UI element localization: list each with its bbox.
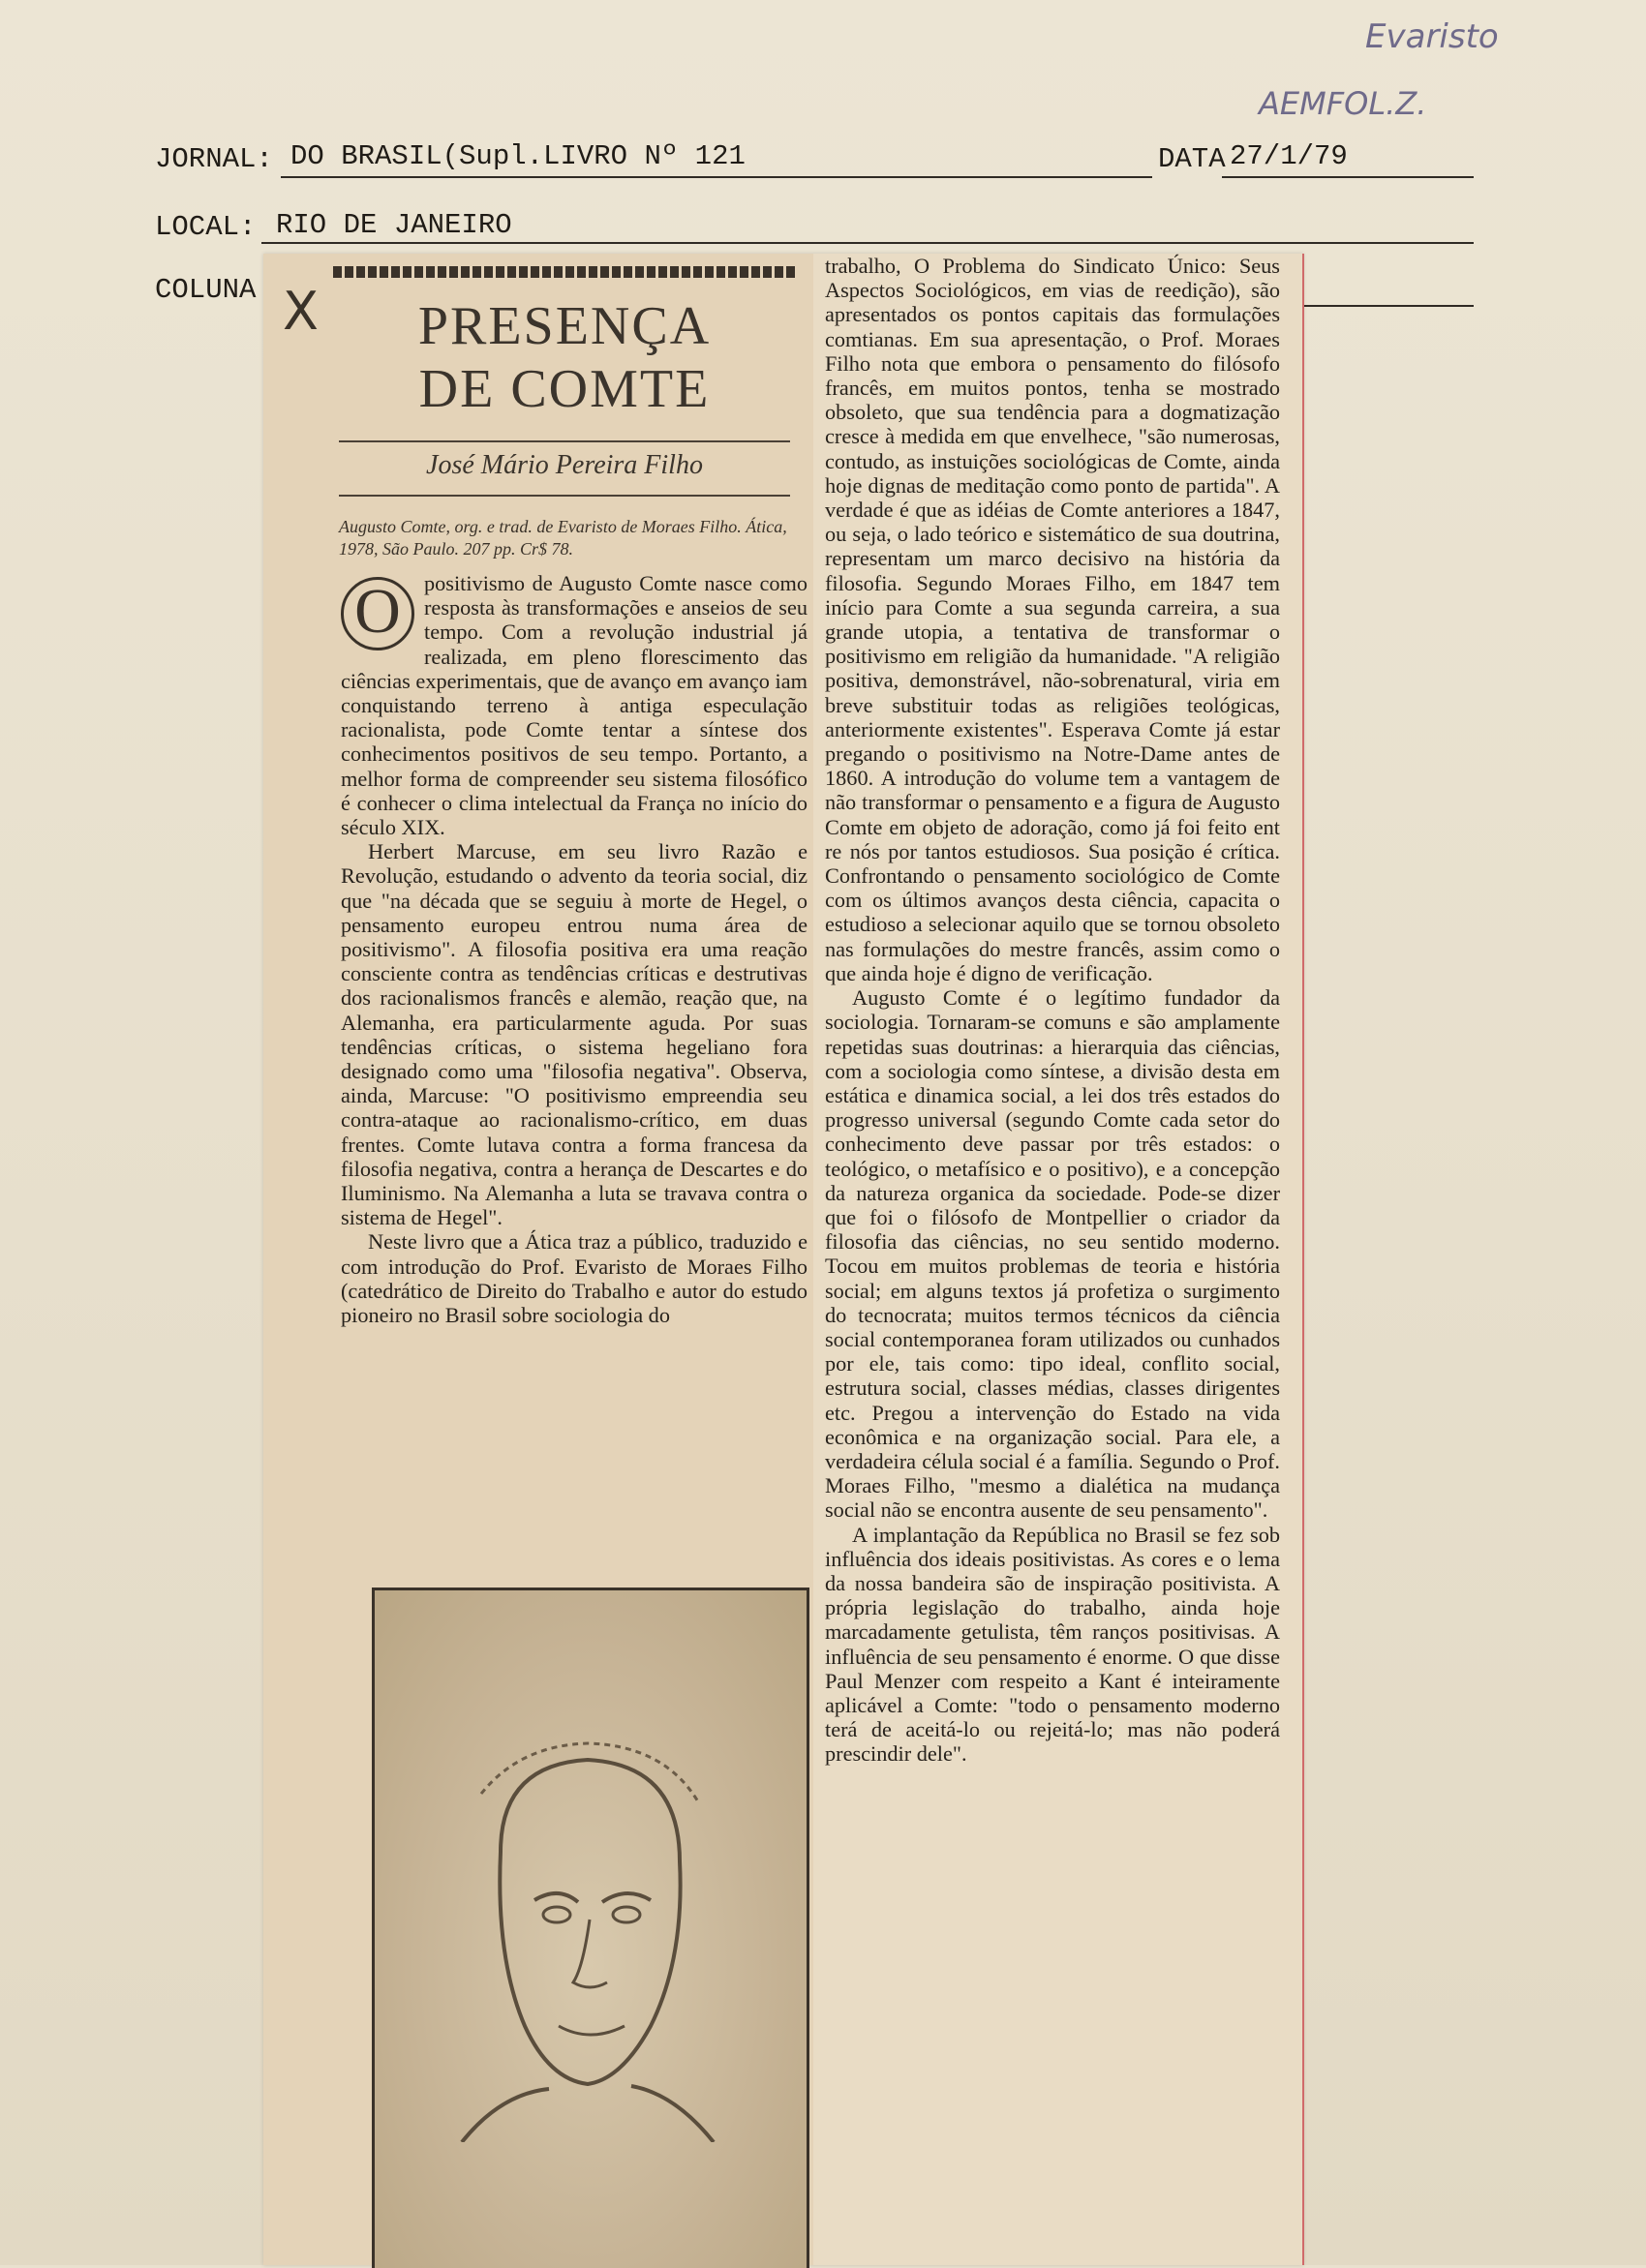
margin-red-line [1302,254,1304,2265]
local-underline [261,242,1474,244]
jornal-label: JORNAL: [155,143,273,175]
handwritten-code: AEMFOL.Z. [1259,85,1427,122]
col1-paragraph: Herbert Marcuse, em seu livro Razão e Revolução, estudando o advento da teoria social, diz que "na década que se seguiu à morte de Hegel, o pensamento europeu entrou numa área de positivismo". A filosofia positiva era uma reação consciente contra as tendências críticas e destrutivas dos racionalismos francês e alemão, reação que, na Alemanha, era particularmente aguda. Por suas tendências críticas, o sistema hegeliano fora designado como uma "filosofia negativa". Observa, ainda, Marcuse: "O positivismo empreendia seu contra-ataque ao racionalismo-crítico, em duas frentes. Comte lutava contra a forma francesa da filosofia negativa, contra a herança de Descartes e do Iluminismo. Na Alemanha a luta se travava contra o sistema de Hegel". [341,839,808,1230]
coluna-label: COLUNA [155,274,257,306]
article-column-1 [341,571,808,1327]
article-column-2 [825,254,1280,1767]
local-label: LOCAL: [155,211,257,243]
handwritten-name: Evaristo [1365,17,1499,56]
coluna-underline [1303,305,1474,307]
portrait-sketch-icon [442,1736,733,2142]
byline-rule [339,495,790,497]
jornal-value: DO BRASIL(Supl.LIVRO Nº 121 [290,140,746,172]
article-title-line1: PRESENÇA [417,296,712,356]
col2-paragraph: trabalho, O Problema do Sindicato Único: Seus Aspectos Sociológicos, em vias de reedição), são apresentados os pontos capitais das formulações comtianas. Em sua apresentação, o Prof. Moraes Filho nota que embora o pensamento do filósofo francês, em muitos pontos, tenha se mostrado obsoleto, que sua tendência para a dogmatização cresce à medida em que envelhece, "são numerosas, contudo, as instuições sociológicas de Comte, ainda hoje dignas de meditação como ponto de partida". A verdade é que as idéias de Comte anteriores a 1847, ou seja, o lado teórico e sistemático de sua doutrina, representam um marco decisivo na história da filosofia. Segundo Moraes Filho, em 1847 tem início para Comte a sua segunda carreira, a sua grande utopia, a tentativa de transformar o positivismo em religião da humanidade. "A religião positiva, demonstrável, não-sobrenatural, viria em breve substituir todas as religiões teológicas, anteriormente existentes". Esperava Comte já estar pregando o positivismo na Notre-Dame antes de 1860. A introdução do volume tem a vantagem de não transformar o pensamento e a figura de Augusto Comte em objeto de adoração, como já foi feito ent re nós por tantos estudiosos. Sua posição é crítica. Confrontando o pensamento sociológico de Comte com os últimos avanços desta ciência, capacita o estudioso a selecionar aquilo que se tornou obsoleto nas formulações do mestre francês, assim como o que ainda hoje é digno de verificação. [825,254,1280,985]
col2-paragraph: A implantação da República no Brasil se fez sob influência dos ideais positivistas. As cores e o lema da nossa bandeira são de inspiração positivista. A própria legislação do trabalho, ainda hoje marcadamente getulista, têm ranços positivisas. A influência de seu pensamento é enorme. O que disse Paul Menzer com respeito a Kant é inteiramente aplicável a Comte: "todo o pensamento moderno terá de aceitá-lo ou rejeitá-lo; mas não poderá prescindir dele". [825,1522,1280,1767]
drop-cap: O [341,577,414,650]
col1-paragraph: positivismo de Augusto Comte nasce como resposta às transformações e anseios de seu tempo. Com a revolução industrial já realizada, em pleno florescimento das ciências experimentais, que de avanço em avanço iam conquistando terreno à antiga especulação racionalista, pode Comte tentar a síntese dos conhecimentos positivos de seu tempo. Portanto, a melhor forma de compreender seu sistema filosófico é conhecer o clima intelectual da França no início do século XIX. [341,571,808,840]
local-value: RIO DE JANEIRO [276,209,512,241]
data-label: DATA [1158,143,1226,175]
title-rule [339,440,790,442]
jornal-underline [281,176,1152,178]
article-byline: José Mário Pereira Filho [426,450,703,480]
article-header [333,266,796,499]
comte-portrait [372,1588,809,2268]
col2-paragraph: Augusto Comte é o legítimo fundador da sociologia. Tornaram-se comuns e são amplamente repetidas suas doutrinas: a hierarquia das ciências, com a sociologia como síntese, a divisão desta em estática e dinamica social, a lei dos três estados do progresso universal (segundo Comte cada setor do conhecimento deve passar por três estados: o teológico, o metafísico e o positivo), e a concepção da natureza organica da sociedade. Pode-se dizer que foi o filósofo de Montpellier o criador da filosofia das ciências, no seu sentido moderno. Tocou em muitos problemas de teoria e história social; em alguns textos já profetiza o surgimento do tecnocrata; muitos termos técnicos da ciência social contemporanea foram utilizados ou cunhados por ele, tais como: tipo ideal, conflito social, estrutura social, classes médias, classes dirigentes etc. Pregou a intervenção do Estado na vida econômica e na organização social. Para ele, a verdadeira célula social é a família. Segundo o Prof. Moraes Filho, "mesmo a dialética na mudança social não se encontra ausente de seu pensamento". [825,985,1280,1523]
article-title-line2: DE COMTE [418,359,711,419]
col1-paragraph: Neste livro que a Ática traz a público, traduzido e com introdução do Prof. Evaristo de Moraes Filho (catedrático de Direito do Trabalho e autor do estudo pioneiro no Brasil sobre sociologia do [341,1229,808,1328]
header-dashed-rule [333,266,796,278]
data-underline [1222,176,1474,178]
book-reference: Augusto Comte, org. e trad. de Evaristo de Moraes Filho. Ática, 1978, São Paulo. 207 pp. Cr$ 78. [339,517,787,559]
coluna-mark: X [283,281,319,342]
data-value: 27/1/79 [1230,140,1348,172]
